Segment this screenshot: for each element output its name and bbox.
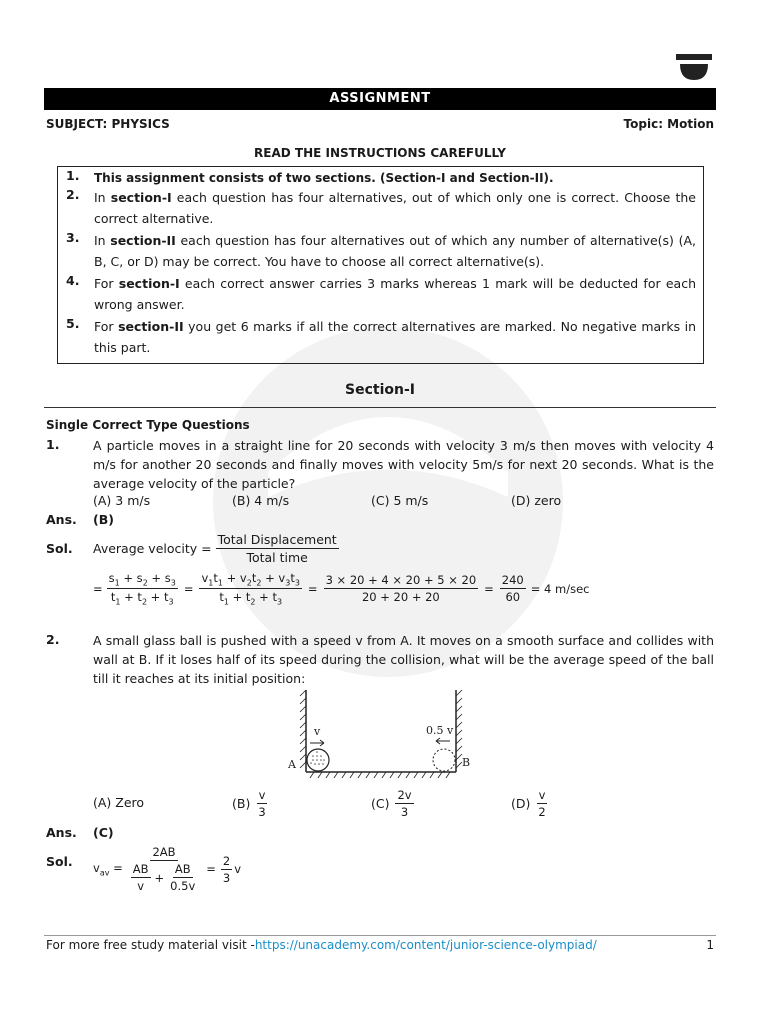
topic-label: Topic: Motion (623, 117, 714, 131)
answer-value: (B) (93, 512, 114, 527)
question-number: 1. (46, 437, 60, 452)
brand-logo (676, 52, 712, 84)
instruction-text: This assignment consists of two sections. (Section-I and Section-II). (94, 171, 554, 185)
option-c: (C) $\frac{2v}{3}$ (371, 788, 412, 819)
instructions-box: 1. This assignment consists of two sections. (Section-I and Section-II). 2. In section-I each question has four alternatives, out of which only one is correct. Choose the correct alternative. 3. In section-II each question has four alternatives out of which any number of alternative(s) (A, B, C, or D) may be correct. You have to choose all correct alternative(s). 4. For section-I each correct answer carries 3 marks whereas 1 mark will be deducted for each wrong answer. 5. For section-II you get 6 marks if all the correct alternatives are marked. No negative marks in this part. (57, 166, 704, 364)
section-subtitle: Single Correct Type Questions (46, 418, 250, 432)
solution-equation-1: Average velocity = $\frac{\text{Total Displacement}}{\text{Total time}}$ (93, 532, 337, 565)
wall-ball-figure (286, 688, 476, 780)
label-a: A (288, 758, 296, 771)
option-d: (D) $\frac{v}{2}$ (511, 788, 546, 819)
section-title: Section-I (345, 382, 415, 398)
page-number: 1 (706, 938, 714, 952)
label-half-v: 0.5 v (426, 724, 454, 737)
answer-label: Ans. (46, 512, 77, 527)
solution-equation: $v_{av}$ = 2AB $\frac{AB}{v}$ + $\frac{AB}{0.5v}$ = $\frac{2}{3}$ v (93, 845, 242, 893)
answer-value: (C) (93, 825, 114, 840)
question-text: A small glass ball is pushed with a speed v from A. It moves on a smooth surface and collides with wall at B. If it loses half of its speed during the collision, what will be the average speed of the ball till it reaches at its initial position: (93, 633, 714, 686)
question-text: A particle moves in a straight line for 20 seconds with velocity 3 m/s then moves with velocity 4 m/s for another 20 seconds and finally moves with velocity 5m/s for next 20 seconds. What is the average velocity of the particle? (93, 438, 714, 491)
instruction-text: In section-II each question has four alternatives out of which any number of alternative(s) (A, B, C, or D) may be correct. You have to choose all correct alternative(s). (94, 233, 696, 269)
question-number: 2. (46, 632, 60, 647)
footer-text: For more free study material visit -https://unacademy.com/content/junior-science-olympiad/ (46, 938, 597, 952)
instructions-heading: READ THE INSTRUCTIONS CAREFULLY (254, 146, 506, 160)
option-a: (A) 3 m/s (93, 493, 151, 508)
subject-label: SUBJECT: PHYSICS (46, 117, 170, 131)
option-b: (B) $\frac{v}{3}$ (232, 788, 266, 819)
ball-icon (307, 749, 329, 771)
instruction-text: For section-II you get 6 marks if all the correct alternatives are marked. No negative marks in this part. (94, 319, 696, 355)
label-b: B (462, 756, 471, 769)
footer-divider (44, 935, 716, 936)
section-divider (44, 407, 716, 408)
instruction-text: In section-I each question has four alternatives, out of which only one is correct. Choose the correct alternative. (94, 190, 696, 226)
solution-label: Sol. (46, 541, 73, 556)
assignment-banner: ASSIGNMENT (44, 88, 716, 110)
option-b: (B) 4 m/s (232, 493, 290, 508)
option-a: (A) Zero (93, 795, 145, 810)
option-c: (C) 5 m/s (371, 493, 429, 508)
instruction-text: For section-I each correct answer carries 3 marks whereas 1 mark will be deducted for each wrong answer. (94, 276, 696, 312)
ball-outline-icon (433, 749, 455, 771)
option-d: (D) zero (511, 493, 562, 508)
label-v: v (314, 725, 321, 738)
study-material-link[interactable]: https://unacademy.com/content/junior-science-olympiad/ (254, 938, 597, 952)
answer-label: Ans. (46, 825, 77, 840)
solution-equation-2: = $\frac{s_1 + s_2 + s_3}{t_1 + t_2 + t_3}$ = $\frac{v_1t_1 + v_2t_2 + v_3t_3}{t_1 + t_2 + t_3}$ = $\frac{3 \times 20 + 4 \times 20 + 5 \times 20}{20 + 20 + 20}$ = $\frac{240}{60}$ = 4 m/sec (93, 571, 590, 607)
solution-label: Sol. (46, 854, 73, 869)
